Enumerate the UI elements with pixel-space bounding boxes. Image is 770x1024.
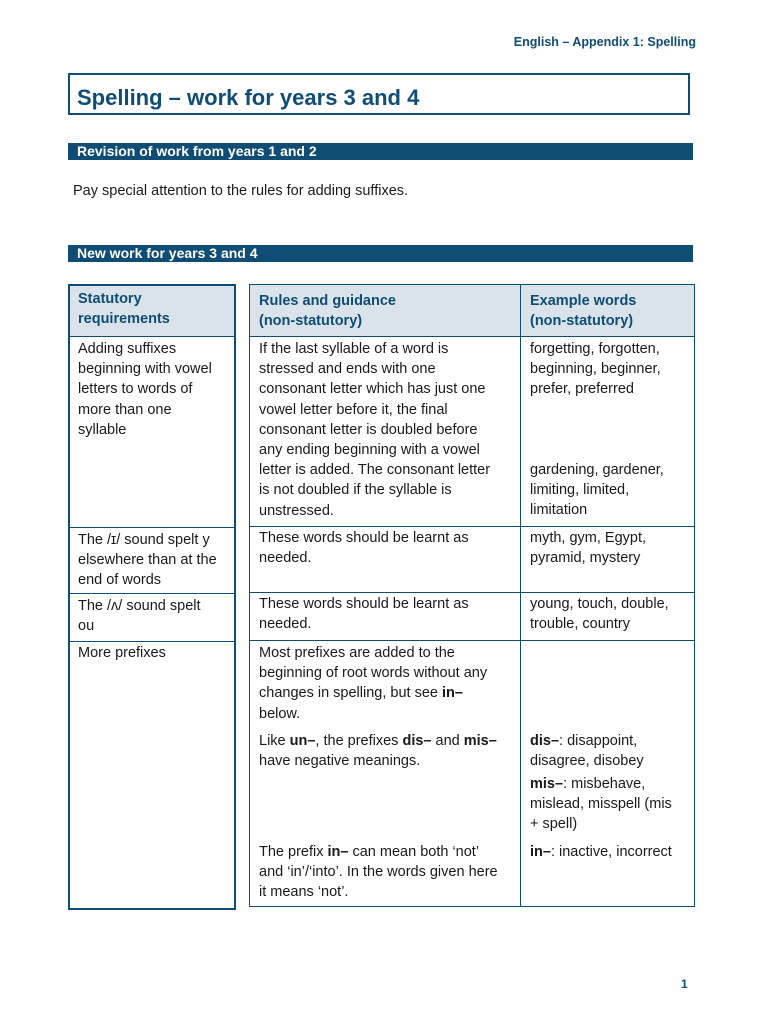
row3-examples: young, touch, double, trouble, country	[530, 596, 669, 633]
row4-requirement: More prefixes	[78, 645, 166, 661]
row1-examples-a: forgetting, forgotten, beginning, beginner, prefer, preferred	[530, 341, 661, 398]
row4-rules-3: The prefix in– can mean both ‘not’ and ‘in’/‘into’. In the words given here it means ‘not’.	[259, 844, 498, 901]
row1-examples-b: gardening, gardener, limiting, limited, limitation	[530, 462, 664, 519]
header-rules: Rules and guidance (non-statutory)	[259, 293, 396, 329]
row3-requirement: The /ʌ/ sound spelt ou	[78, 598, 201, 635]
section-heading-new-work: New work for years 3 and 4	[68, 245, 693, 262]
page-title: Spelling – work for years 3 and 4	[77, 85, 420, 110]
row4-rules-2: Like un–, the prefixes dis– and mis– have negative meanings.	[259, 733, 497, 770]
title-box	[68, 73, 690, 115]
row1-rules: If the last syllable of a word is stressed and ends with one consonant letter which has just one vowel letter before it, the final consonant letter is doubled before any ending beginning with a vowel letter is added. The consonant letter is not doubled if the syllable is unstressed.	[259, 341, 491, 519]
section-heading-revision: Revision of work from years 1 and 2	[68, 143, 693, 160]
page-number: 1	[681, 977, 688, 991]
row4-examples-mis: mis–: misbehave, mislead, misspell (mis + spell)	[530, 776, 672, 833]
row2-requirement: The /ɪ/ sound spelt y elsewhere than at the end of words	[78, 532, 217, 589]
row4-rules-1: Most prefixes are added to the beginning of root words without any changes in spelling, but see in– below.	[259, 645, 488, 722]
row3-rules: These words should be learnt as needed.	[259, 596, 469, 633]
header-examples: Example words (non-statutory)	[530, 293, 637, 329]
row4-examples-dis: dis–: disappoint, disagree, disobey	[530, 733, 644, 770]
row2-examples: myth, gym, Egypt, pyramid, mystery	[530, 530, 647, 567]
row4-examples-in: in–: inactive, incorrect	[530, 844, 672, 860]
row2-rules: These words should be learnt as needed.	[259, 530, 469, 567]
running-header: English – Appendix 1: Spelling	[513, 35, 696, 49]
section-text-revision: Pay special attention to the rules for adding suffixes.	[73, 183, 409, 199]
row1-requirement: Adding suffixes beginning with vowel letters to words of more than one syllable	[78, 341, 212, 438]
header-statutory: Statutory requirements	[78, 291, 170, 327]
